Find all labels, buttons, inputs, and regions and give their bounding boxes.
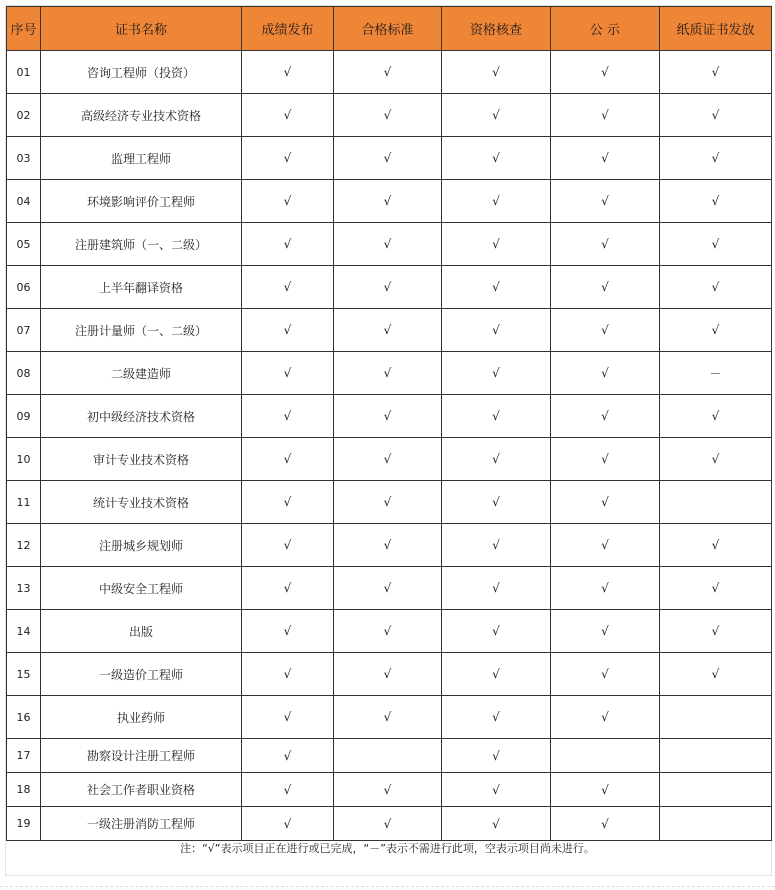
certificate-name: 咨询工程师（投资） [41,51,242,94]
status-mark: √ [334,51,442,94]
status-mark: √ [551,481,660,524]
status-mark: √ [551,807,660,841]
certificate-name: 二级建造师 [41,352,242,395]
status-mark: √ [442,180,551,223]
table-row [7,395,772,438]
status-mark: √ [334,438,442,481]
status-mark: √ [551,223,660,266]
status-mark: √ [334,696,442,739]
footnote: 注：“√”表示项目正在进行或已完成，“－”表示不需进行此项，空表示项目尚未进行。 [180,842,595,855]
header-pass-standard: 合格标准 [334,7,442,51]
status-mark: √ [551,438,660,481]
status-mark: √ [660,309,772,352]
status-mark: √ [442,807,551,841]
certificate-name: 统计专业技术资格 [41,481,242,524]
certificate-name: 一级注册消防工程师 [41,807,242,841]
table-row [7,309,772,352]
row-number: 01 [7,51,41,94]
status-mark: － [660,352,772,395]
table-row [7,223,772,266]
status-mark: √ [442,309,551,352]
row-number: 18 [7,773,41,807]
status-mark: √ [660,180,772,223]
row-number: 04 [7,180,41,223]
status-mark: √ [242,567,334,610]
status-mark: √ [242,438,334,481]
row-number: 07 [7,309,41,352]
certificate-name: 出版 [41,610,242,653]
certificate-name: 高级经济专业技术资格 [41,94,242,137]
status-mark [660,696,772,739]
status-mark: √ [242,180,334,223]
table-row [7,481,772,524]
certificate-status-table [6,6,772,841]
status-mark: √ [334,610,442,653]
table-row [7,438,772,481]
status-mark: √ [660,223,772,266]
status-mark: √ [242,395,334,438]
certificate-name: 注册建筑师（一、二级） [41,223,242,266]
row-number: 10 [7,438,41,481]
status-mark: √ [242,51,334,94]
certificate-name: 社会工作者职业资格 [41,773,242,807]
status-mark: √ [334,94,442,137]
status-mark: √ [242,610,334,653]
status-mark: √ [334,137,442,180]
status-mark: √ [442,438,551,481]
status-mark: √ [660,438,772,481]
row-number: 08 [7,352,41,395]
table-row [7,739,772,773]
status-mark: √ [551,567,660,610]
status-mark: √ [442,610,551,653]
status-mark: √ [442,51,551,94]
row-number: 03 [7,137,41,180]
certificate-name: 环境影响评价工程师 [41,180,242,223]
status-mark: √ [334,180,442,223]
status-mark: √ [660,137,772,180]
status-mark [660,739,772,773]
status-mark: √ [551,309,660,352]
status-mark: √ [334,524,442,567]
row-number: 12 [7,524,41,567]
status-mark [334,739,442,773]
status-mark: √ [242,223,334,266]
certificate-name: 执业药师 [41,696,242,739]
certificate-name: 上半年翻译资格 [41,266,242,309]
status-mark: √ [551,395,660,438]
status-mark: √ [442,481,551,524]
status-mark: √ [442,567,551,610]
status-mark: √ [242,773,334,807]
status-mark: √ [442,94,551,137]
status-mark: √ [334,807,442,841]
status-mark: √ [334,223,442,266]
status-mark: √ [660,524,772,567]
status-mark: √ [242,481,334,524]
status-mark: √ [442,352,551,395]
status-mark: √ [242,137,334,180]
status-mark [660,807,772,841]
header-certificate-name: 证书名称 [41,7,242,51]
status-mark: √ [242,309,334,352]
status-mark: √ [551,773,660,807]
table-row [7,696,772,739]
table-row [7,807,772,841]
table-row [7,94,772,137]
status-mark: √ [242,352,334,395]
status-mark: √ [442,524,551,567]
status-mark: √ [334,266,442,309]
status-mark: √ [334,653,442,696]
status-mark: √ [660,610,772,653]
row-number: 02 [7,94,41,137]
row-number: 16 [7,696,41,739]
table-row [7,773,772,807]
table-row [7,266,772,309]
status-mark: √ [334,395,442,438]
status-mark: √ [242,524,334,567]
status-mark: √ [660,567,772,610]
row-number: 06 [7,266,41,309]
bottom-divider [0,886,775,887]
certificate-name: 一级造价工程师 [41,653,242,696]
status-mark: √ [660,395,772,438]
status-mark: √ [442,266,551,309]
status-mark: √ [551,266,660,309]
status-mark: √ [551,180,660,223]
status-mark: √ [442,653,551,696]
status-mark: √ [551,653,660,696]
status-mark: √ [442,137,551,180]
header-no: 序号 [7,7,41,51]
row-number: 05 [7,223,41,266]
status-mark: √ [551,94,660,137]
row-number: 15 [7,653,41,696]
status-mark: √ [442,696,551,739]
row-number: 13 [7,567,41,610]
status-mark [551,739,660,773]
status-mark: √ [551,137,660,180]
table-row [7,51,772,94]
row-number: 17 [7,739,41,773]
table-row [7,567,772,610]
status-mark: √ [551,352,660,395]
row-number: 14 [7,610,41,653]
table-row [7,524,772,567]
status-mark: √ [242,807,334,841]
status-mark: √ [551,524,660,567]
header-score-release: 成绩发布 [242,7,334,51]
status-mark: √ [242,653,334,696]
status-mark: √ [334,309,442,352]
certificate-name: 初中级经济技术资格 [41,395,242,438]
status-mark: √ [551,696,660,739]
row-number: 19 [7,807,41,841]
status-mark: √ [551,610,660,653]
status-mark: √ [660,94,772,137]
status-mark: √ [334,352,442,395]
table-row [7,352,772,395]
certificate-name: 中级安全工程师 [41,567,242,610]
certificate-name: 勘察设计注册工程师 [41,739,242,773]
status-mark [660,481,772,524]
certificate-name: 审计专业技术资格 [41,438,242,481]
table-row [7,180,772,223]
status-mark: √ [334,481,442,524]
row-number: 11 [7,481,41,524]
header-paper-certificate: 纸质证书发放 [660,7,772,51]
status-mark: √ [551,51,660,94]
status-mark: √ [442,395,551,438]
table-header-row [7,7,772,51]
status-mark: √ [242,94,334,137]
table-row [7,653,772,696]
table-row [7,610,772,653]
certificate-name: 监理工程师 [41,137,242,180]
status-mark: √ [660,51,772,94]
status-mark: √ [660,653,772,696]
row-number: 09 [7,395,41,438]
status-mark: √ [442,739,551,773]
status-mark: √ [660,266,772,309]
status-mark: √ [442,223,551,266]
certificate-name: 注册城乡规划师 [41,524,242,567]
status-mark: √ [242,696,334,739]
status-mark: √ [334,773,442,807]
status-mark: √ [334,567,442,610]
status-mark [660,773,772,807]
header-publicity: 公 示 [551,7,660,51]
certificate-name: 注册计量师（一、二级） [41,309,242,352]
header-qualification-check: 资格核查 [442,7,551,51]
table-row [7,137,772,180]
status-mark: √ [242,266,334,309]
status-mark: √ [242,739,334,773]
status-mark: √ [442,773,551,807]
